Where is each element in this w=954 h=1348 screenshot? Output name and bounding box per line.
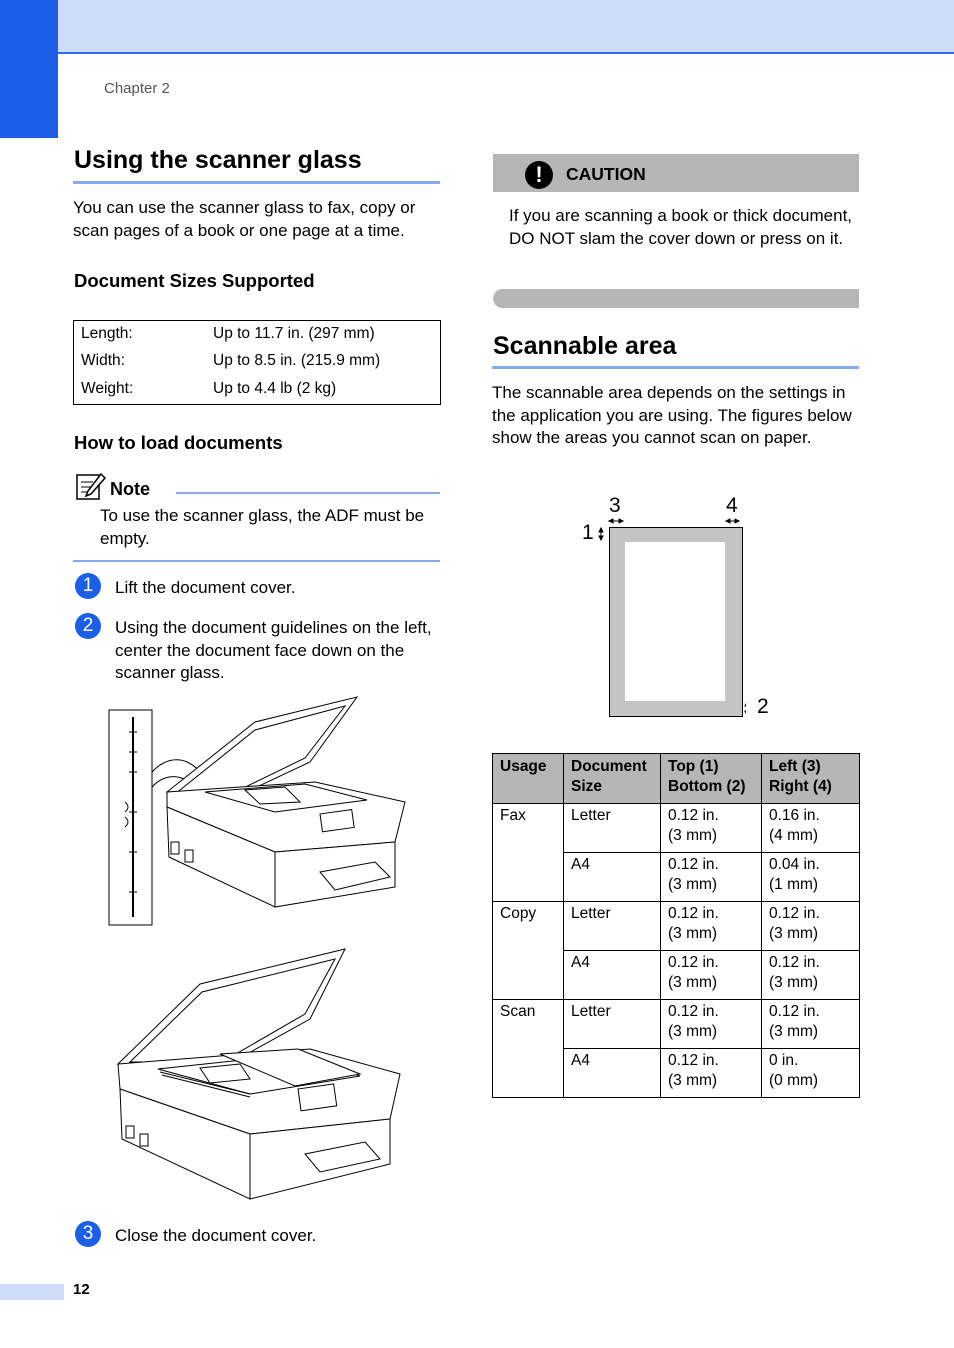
caution-label: CAUTION	[566, 164, 646, 184]
size-row-weight	[74, 376, 440, 403]
usage-cell: Fax	[493, 804, 564, 902]
caution-text: If you are scanning a book or thick document, DO NOT slam the cover down or press on it.	[509, 206, 853, 248]
chapter-tab	[0, 0, 58, 138]
usage-cell: Copy	[493, 902, 564, 1000]
note-pencil-icon	[75, 472, 107, 502]
header-band	[0, 0, 954, 54]
size-row-length	[74, 321, 440, 348]
note-rule	[176, 492, 440, 494]
section-title-scannable-area: Scannable area	[493, 332, 677, 360]
size-cell: Letter	[564, 1000, 661, 1049]
page-number: 12	[73, 1281, 90, 1298]
table-row	[493, 804, 860, 853]
size-label: Width:	[81, 352, 125, 369]
top-bottom-cell: 0.12 in. (3 mm)	[661, 902, 762, 951]
table-header-row	[493, 754, 860, 804]
diagram-label-2: 2	[757, 695, 769, 718]
footer-band	[0, 1284, 64, 1300]
scanner-open-illustration	[105, 692, 415, 932]
size-value: Up to 8.5 in. (215.9 mm)	[213, 352, 381, 369]
size-label: Weight:	[81, 380, 134, 397]
size-cell: A4	[564, 1049, 661, 1098]
header-top-bottom: Top (1) Bottom (2)	[661, 754, 762, 804]
left-right-cell: 0.16 in. (4 mm)	[762, 804, 860, 853]
step-text-2: Using the document guidelines on the left, center the document face down on the scanner glass.	[115, 618, 432, 682]
sizes-heading: Document Sizes Supported	[74, 270, 315, 291]
size-value: Up to 4.4 lb (2 kg)	[213, 380, 337, 397]
scanner-document-illustration	[110, 944, 410, 1209]
section-title-rule	[73, 181, 440, 184]
step-number-3: 3	[75, 1221, 101, 1247]
note-title: Note	[110, 479, 150, 499]
top-bottom-cell: 0.12 in. (3 mm)	[661, 853, 762, 902]
left-right-cell: 0.12 in. (3 mm)	[762, 902, 860, 951]
scannable-intro: The scannable area depends on the settings in the application you are using. The figures below show the areas you cannot scan on paper.	[492, 383, 852, 447]
size-cell: Letter	[564, 902, 661, 951]
load-heading: How to load documents	[74, 432, 283, 453]
left-right-cell: 0.12 in. (3 mm)	[762, 1000, 860, 1049]
step-text-3: Close the document cover.	[115, 1226, 317, 1245]
top-bottom-cell: 0.12 in. (3 mm)	[661, 1049, 762, 1098]
chapter-label: Chapter 2	[104, 80, 170, 97]
scannable-area-table	[492, 753, 860, 1098]
size-label: Length:	[81, 325, 133, 342]
step-number-1: 1	[75, 573, 101, 599]
note-text: To use the scanner glass, the ADF must be empty.	[100, 506, 425, 548]
size-cell: Letter	[564, 804, 661, 853]
document-sizes-table	[73, 320, 441, 405]
diagram-label-4: 4	[726, 494, 738, 517]
left-right-cell: 0.12 in. (3 mm)	[762, 951, 860, 1000]
size-value: Up to 11.7 in. (297 mm)	[213, 325, 375, 342]
left-right-cell: 0.04 in. (1 mm)	[762, 853, 860, 902]
step-number-2: 2	[75, 613, 101, 639]
table-row	[493, 902, 860, 951]
scannable-title-rule	[492, 366, 859, 369]
step-text-1: Lift the document cover.	[115, 578, 296, 597]
note-bottom-rule	[73, 560, 440, 562]
diagram-label-1: 1	[582, 521, 594, 544]
top-bottom-cell: 0.12 in. (3 mm)	[661, 951, 762, 1000]
usage-cell: Scan	[493, 1000, 564, 1098]
caution-footer	[493, 289, 859, 308]
left-right-cell: 0 in. (0 mm)	[762, 1049, 860, 1098]
size-cell: A4	[564, 951, 661, 1000]
exclamation-icon: !	[525, 161, 553, 189]
size-row-width	[74, 348, 440, 375]
header-left-right: Left (3) Right (4)	[762, 754, 860, 804]
top-bottom-cell: 0.12 in. (3 mm)	[661, 804, 762, 853]
size-cell: A4	[564, 853, 661, 902]
top-bottom-cell: 0.12 in. (3 mm)	[661, 1000, 762, 1049]
header-usage: Usage	[493, 754, 564, 804]
margin-arrows	[596, 514, 746, 719]
section-title-scanner-glass: Using the scanner glass	[74, 146, 362, 174]
diagram-label-3: 3	[609, 494, 621, 517]
table-row	[493, 1000, 860, 1049]
scanner-glass-intro: You can use the scanner glass to fax, copy or scan pages of a book or one page at a time.	[73, 198, 416, 240]
header-document-size: Document Size	[564, 754, 661, 804]
